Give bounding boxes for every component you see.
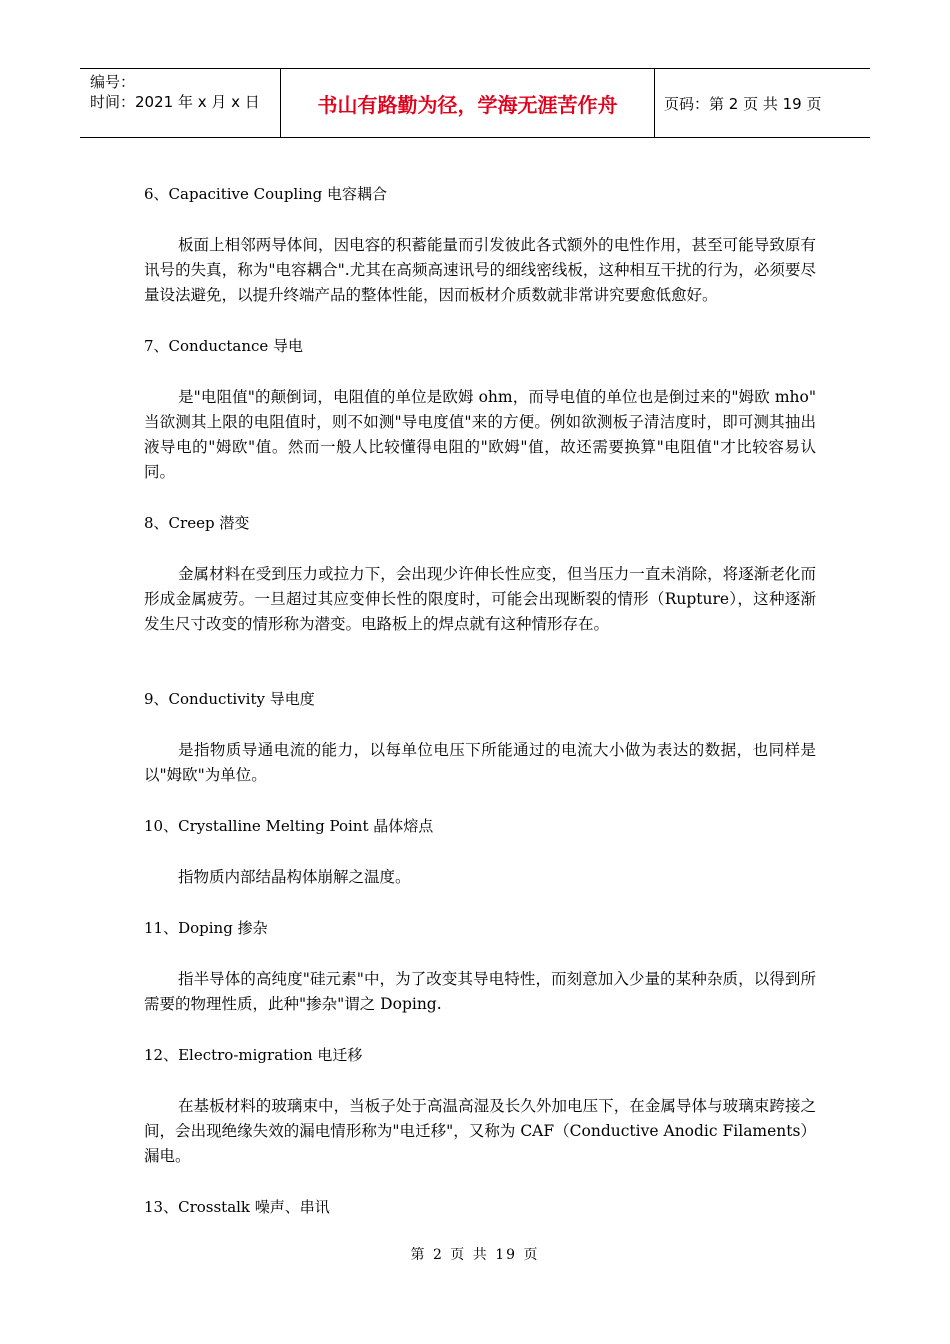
document-body xyxy=(144,182,816,1219)
section-paragraph: 板面上相邻两导体间，因电容的积蓄能量而引发彼此各式额外的电性作用，甚至可能导致原有讯号的失真，称为"电容耦合".尤其在高频高速讯号的细线密线板，这种相互干扰的行为，必须要尽量设法避免，以提升终端产品的整体性能，因而板材介质数就非常讲究要愈低愈好。 xyxy=(144,236,816,304)
section-heading: 11、Doping 掺杂 xyxy=(144,919,268,937)
header-info-cell xyxy=(80,69,281,137)
section-heading: 13、Crosstalk 噪声、串讯 xyxy=(144,1198,330,1216)
header-page-info: 页码：第 2 页 共 19 页 xyxy=(664,94,822,113)
section-heading: 8、Creep 潜变 xyxy=(144,514,250,532)
section-paragraph: 指物质内部结晶构体崩解之温度。 xyxy=(178,868,411,886)
document-number-label: 编号： xyxy=(90,73,136,91)
section-paragraph: 是指物质导通电流的能力，以每单位电压下所能通过的电流大小做为表达的数据，也同样是以"姆欧"为单位。 xyxy=(144,741,816,784)
document-date: 时间：2021 年 x 月 x 日 xyxy=(90,93,260,111)
section-heading: 12、Electro-migration 电迁移 xyxy=(144,1046,363,1064)
section-paragraph: 是"电阻值"的颠倒词，电阻值的单位是欧姆 ohm，而导电值的单位也是倒过来的"姆欧 mho" 当欲测其上限的电阻值时，则不如测"导电度值"来的方便。例如欲测板子清洁度时，即可测其抽出液导电的"姆欧"值。然而一般人比较懂得电阻的"欧姆"值，故还需要换算"电阻值"才比较容易认同。 xyxy=(144,388,816,481)
page-footer: 第 2 页 共 19 页 xyxy=(410,1247,540,1263)
page-header xyxy=(80,68,870,138)
section-heading: 6、Capacitive Coupling 电容耦合 xyxy=(144,185,388,203)
header-motto: 书山有路勤为径，学海无涯苦作舟 xyxy=(281,69,655,137)
section-heading: 10、Crystalline Melting Point 晶体熔点 xyxy=(144,817,434,835)
section-paragraph: 在基板材料的玻璃束中，当板子处于高温高湿及长久外加电压下，在金属导体与玻璃束跨接之间，会出现绝缘失效的漏电情形称为"电迁移"，又称为 CAF（Conductive Anodic Filaments）漏电。 xyxy=(144,1097,816,1165)
section-paragraph: 金属材料在受到压力或拉力下，会出现少许伸长性应变，但当压力一直未消除，将逐渐老化而形成金属疲劳。一旦超过其应变伸长性的限度时，可能会出现断裂的情形（Rupture），这种逐渐发生尺寸改变的情形称为潜变。电路板上的焊点就有这种情形存在。 xyxy=(144,565,816,633)
section-paragraph: 指半导体的高纯度"硅元素"中，为了改变其导电特性，而刻意加入少量的某种杂质，以得到所需要的物理性质，此种"掺杂"谓之 Doping. xyxy=(144,970,816,1013)
section-heading: 9、Conductivity 导电度 xyxy=(144,690,315,708)
section-heading: 7、Conductance 导电 xyxy=(144,337,304,355)
